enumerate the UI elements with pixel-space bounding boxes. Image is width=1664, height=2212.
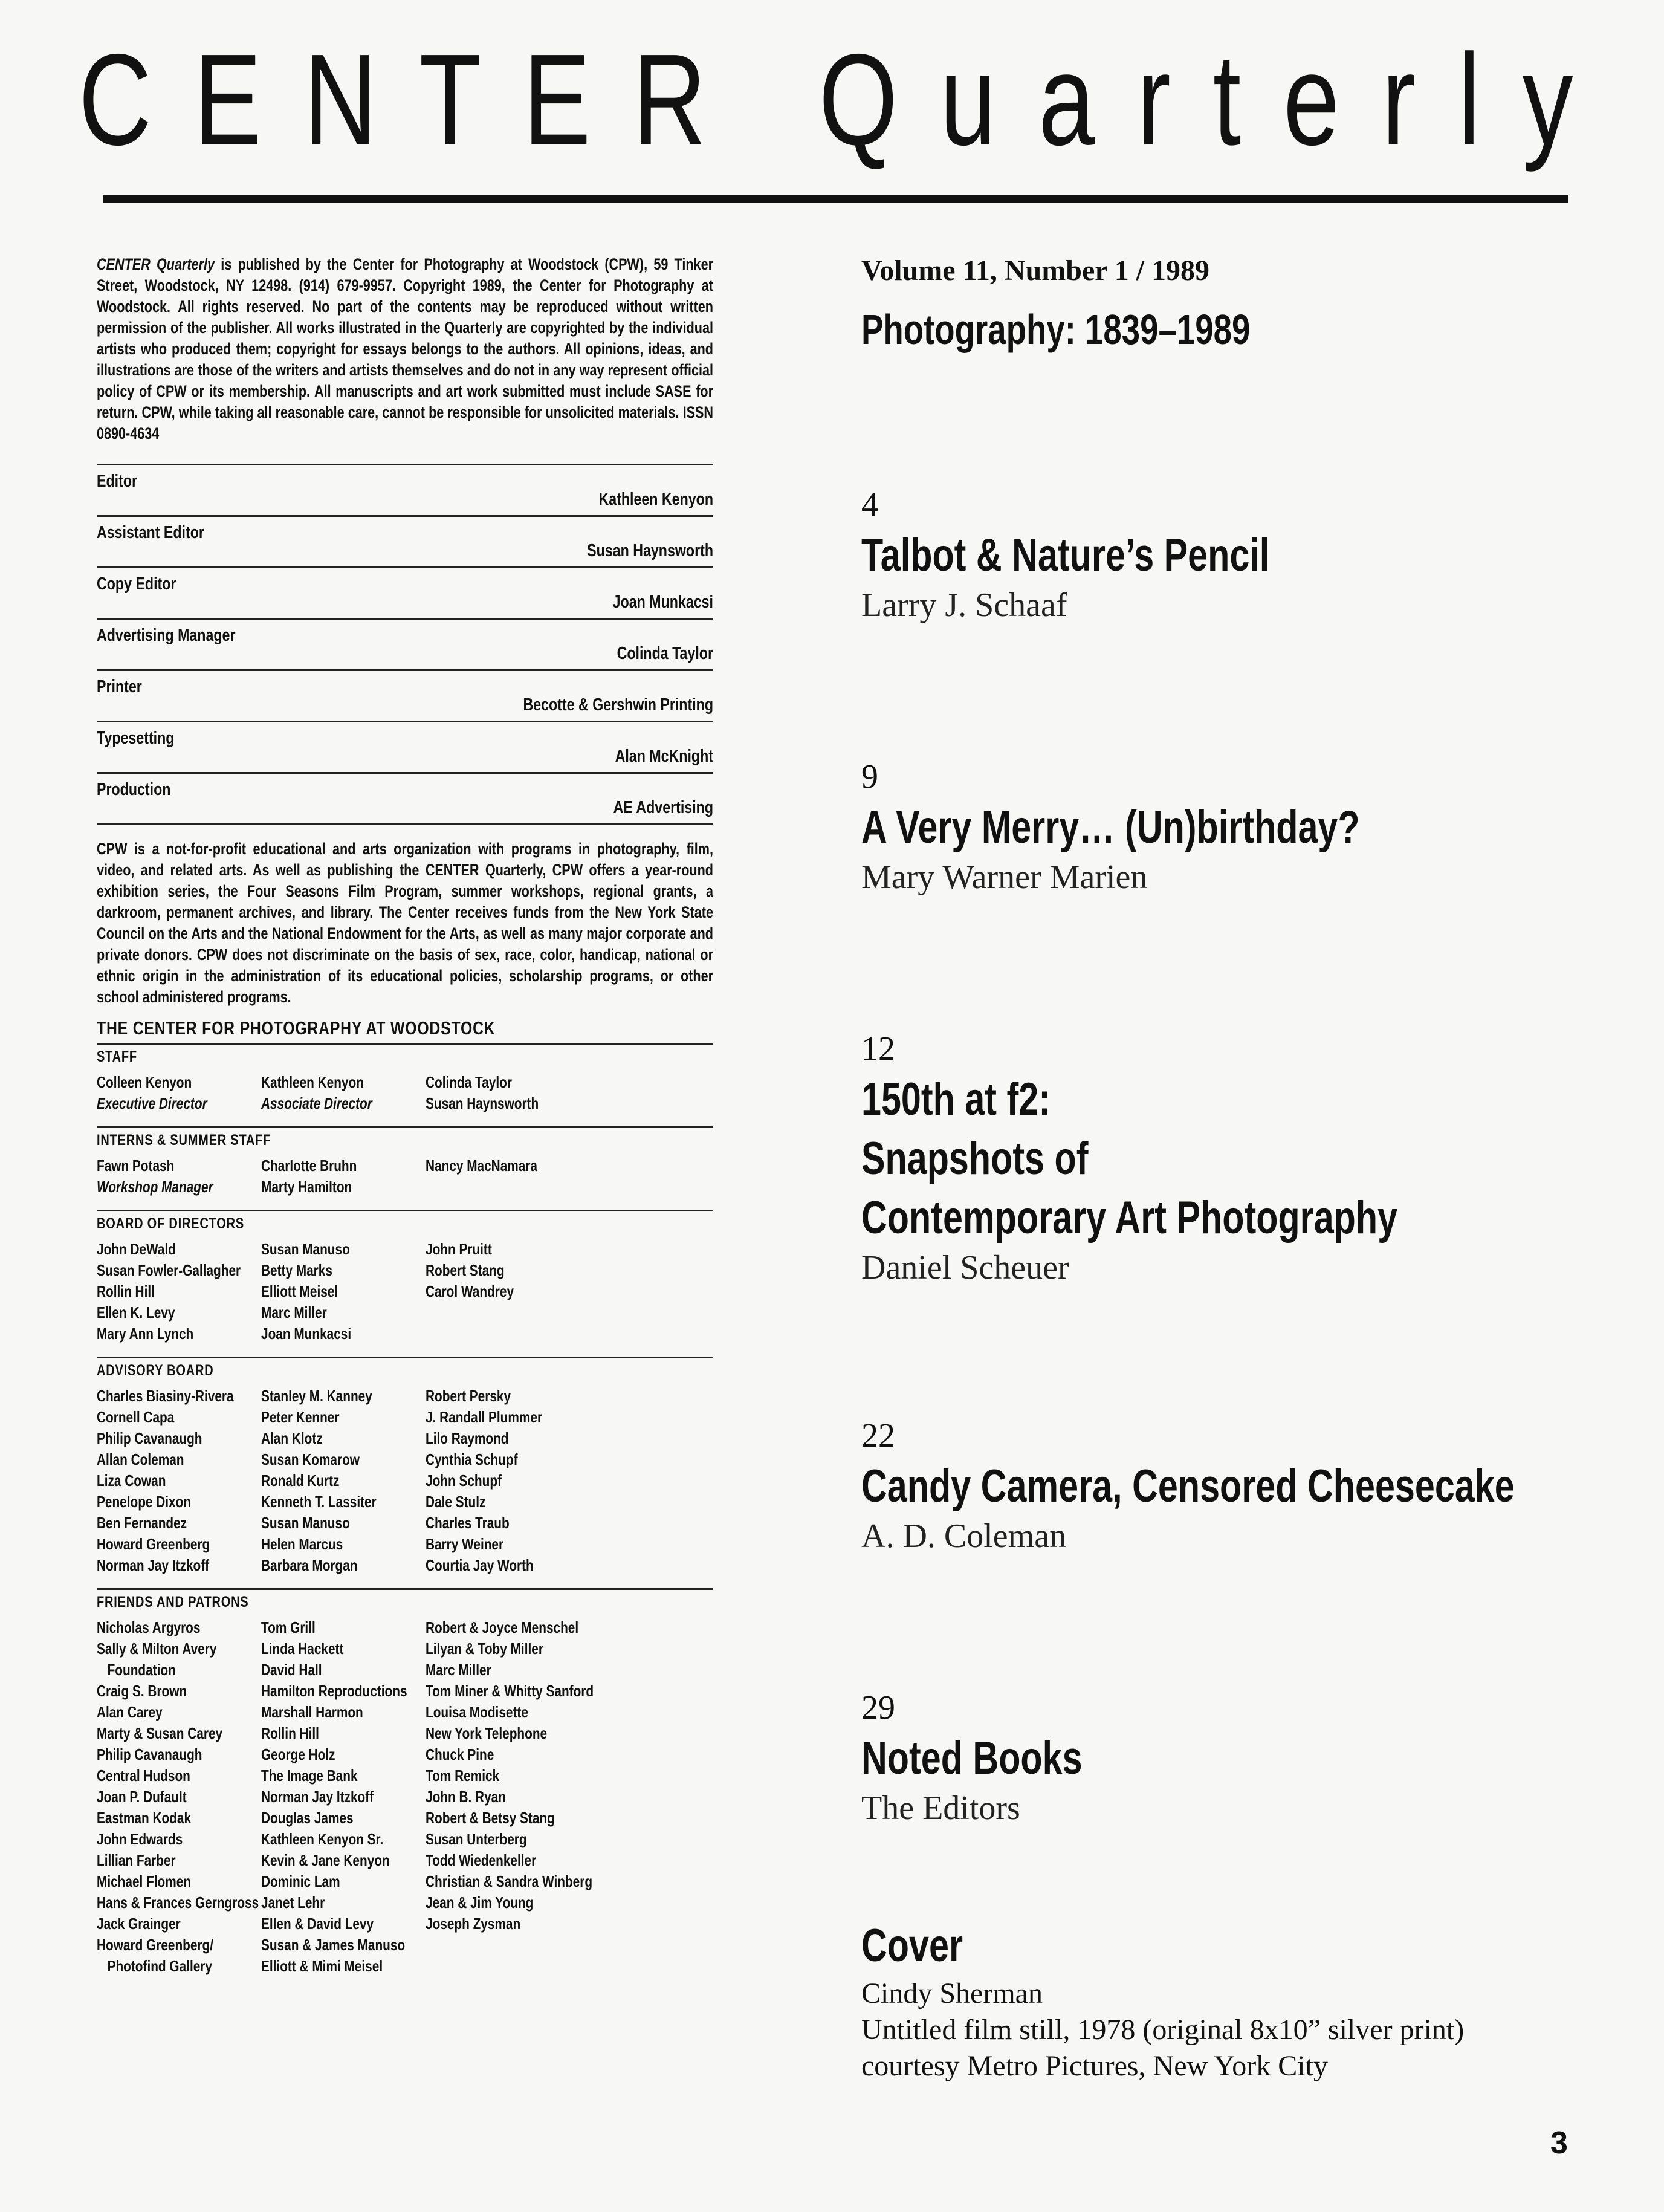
member-name: Mary Ann Lynch <box>97 1325 194 1343</box>
member-name: Rollin Hill <box>97 1282 155 1300</box>
member-name: Marty & Susan Carey <box>97 1724 223 1742</box>
member-name: Charlotte Bruhn <box>261 1156 357 1175</box>
staff-role-name: Joan Munkacsi <box>612 592 713 612</box>
member-name: Robert Persky <box>426 1387 511 1405</box>
member-name: Tom Remick <box>426 1766 500 1785</box>
member-name: Joan Munkacsi <box>261 1325 352 1343</box>
member-name: Jack Grainger <box>97 1915 181 1933</box>
contents-entry <box>861 756 1617 897</box>
member-name: Craig S. Brown <box>97 1682 187 1700</box>
member-name: Rollin Hill <box>261 1724 319 1742</box>
section-column <box>97 1617 261 1977</box>
contents-entry <box>861 1687 1617 1828</box>
member-name: Joseph Zysman <box>426 1915 521 1933</box>
entry-page-number: 29 <box>861 1689 895 1727</box>
masthead-letter: Q <box>818 27 898 172</box>
masthead-letter: t <box>1212 27 1242 172</box>
member-name: Tom Grill <box>261 1618 316 1636</box>
entry-title: A Very Merry… (Un)birthday? <box>861 802 1360 853</box>
section-column <box>426 1239 590 1344</box>
contents-entry <box>861 1415 1617 1556</box>
contents-entry <box>861 484 1617 625</box>
section-column <box>426 1072 590 1114</box>
member-name: Susan Haynsworth <box>426 1094 539 1112</box>
entry-author: A. D. Coleman <box>861 1517 1067 1555</box>
section-column <box>261 1617 426 1977</box>
masthead-rule <box>103 195 1568 203</box>
masthead-letter: R <box>633 27 707 172</box>
staff-role-name: Colinda Taylor <box>617 644 713 663</box>
member-name: Ben Fernandez <box>97 1514 187 1532</box>
publication-notice <box>97 254 713 444</box>
volume-line: Volume 11, Number 1 / 1989 <box>861 255 1210 287</box>
section-column <box>97 1239 261 1344</box>
member-name: Central Hudson <box>97 1766 190 1785</box>
entry-page-number: 12 <box>861 1030 895 1068</box>
member-name: Lilo Raymond <box>426 1429 509 1447</box>
cover-lines <box>861 1976 1617 2084</box>
masthead-letter: u <box>939 27 997 172</box>
section-heading: FRIENDS AND PATRONS <box>97 1594 249 1610</box>
section-column <box>426 1386 590 1576</box>
section-column <box>261 1072 426 1114</box>
section-column <box>426 1155 590 1198</box>
section-heading: ADVISORY BOARD <box>97 1362 214 1379</box>
staff-role-name: Kathleen Kenyon <box>598 490 713 509</box>
member-name: Hamilton Reproductions <box>261 1682 407 1700</box>
member-name: Elliott & Mimi Meisel <box>261 1957 383 1975</box>
member-name: Kathleen Kenyon Sr. <box>261 1830 384 1848</box>
member-name: Lillian Farber <box>97 1851 176 1869</box>
staff-role-name: Susan Haynsworth <box>587 541 713 560</box>
member-name: Colleen Kenyon <box>97 1073 192 1091</box>
member-name: Susan Fowler-Gallagher <box>97 1261 241 1279</box>
member-name: Joan P. Dufault <box>97 1788 187 1806</box>
staff-role-name: Alan McKnight <box>615 747 713 766</box>
member-name: Philip Cavanaugh <box>97 1745 202 1763</box>
masthead-letter: N <box>303 27 377 172</box>
member-name: Chuck Pine <box>426 1745 494 1763</box>
member-name: New York Telephone <box>426 1724 548 1742</box>
member-name: David Hall <box>261 1661 322 1679</box>
member-name: Fawn Potash <box>97 1156 175 1175</box>
staff-role-row <box>97 566 713 618</box>
member-name: Penelope Dixon <box>97 1493 192 1511</box>
masthead-letter: l <box>1457 27 1480 172</box>
staff-role-label: Copy Editor <box>97 574 176 594</box>
staff-role-label: Typesetting <box>97 728 175 748</box>
entry-page-number: 22 <box>861 1417 895 1455</box>
staff-roles-table <box>97 464 713 825</box>
member-name: Philip Cavanaugh <box>97 1429 202 1447</box>
member-name: Douglas James <box>261 1809 354 1827</box>
member-name: Allan Coleman <box>97 1450 184 1468</box>
member-name: Elliott Meisel <box>261 1282 338 1300</box>
member-name: Nicholas Argyros <box>97 1618 201 1636</box>
member-name: Foundation <box>107 1661 176 1679</box>
org-section <box>97 1043 713 1123</box>
masthead-letter: a <box>1038 27 1095 172</box>
masthead-letter: T <box>419 27 481 172</box>
member-name: Marshall Harmon <box>261 1703 363 1721</box>
org-section <box>97 1357 713 1584</box>
staff-role-name: Becotte & Gershwin Printing <box>523 695 713 715</box>
member-name: Carol Wandrey <box>426 1282 514 1300</box>
entry-title: Contemporary Art Photography <box>861 1192 1398 1244</box>
member-name: John B. Ryan <box>426 1788 506 1806</box>
member-name: Robert & Joyce Menschel <box>426 1618 579 1636</box>
member-name: Dale Stulz <box>426 1493 486 1511</box>
publication-name: CENTER Quarterly <box>97 255 215 273</box>
member-name: Robert & Betsy Stang <box>426 1809 555 1827</box>
entry-author: Larry J. Schaaf <box>861 586 1067 624</box>
member-name: Susan Manuso <box>261 1514 350 1532</box>
issue-header <box>861 254 1587 354</box>
member-name: Stanley M. Kanney <box>261 1387 372 1405</box>
member-name: Photofind Gallery <box>107 1957 212 1975</box>
section-column <box>261 1155 426 1198</box>
member-name: Susan Komarow <box>261 1450 360 1468</box>
organization-sections <box>97 1043 713 1985</box>
staff-role-row <box>97 721 713 772</box>
member-name: Barry Weiner <box>426 1535 504 1553</box>
contents-entry <box>861 1028 1617 1288</box>
member-name: Howard Greenberg/ <box>97 1936 214 1954</box>
cover-line: courtesy Metro Pictures, New York City <box>861 2050 1328 2082</box>
staff-role-row <box>97 464 713 515</box>
section-column <box>97 1155 261 1198</box>
issue-theme: Photography: 1839–1989 <box>861 306 1251 353</box>
member-name: Helen Marcus <box>261 1535 343 1553</box>
member-name: Marc Miller <box>426 1661 491 1679</box>
member-name: Ronald Kurtz <box>261 1471 340 1490</box>
entry-title: 150th at f2: <box>861 1074 1051 1125</box>
member-name: Courtia Jay Worth <box>426 1556 534 1574</box>
cover-credit <box>861 1916 1617 2084</box>
member-name: Marty Hamilton <box>261 1178 352 1196</box>
member-name: Linda Hackett <box>261 1640 344 1658</box>
member-name: Michael Flomen <box>97 1872 192 1890</box>
masthead-letter: r <box>1382 27 1416 172</box>
org-section <box>97 1126 713 1206</box>
left-column <box>97 254 713 1985</box>
member-name: Liza Cowan <box>97 1471 166 1490</box>
member-name: Dominic Lam <box>261 1872 340 1890</box>
member-name: Ellen & David Levy <box>261 1915 374 1933</box>
org-section <box>97 1588 713 1985</box>
cover-line: Untitled film still, 1978 (original 8x10” silver print) <box>861 2014 1465 2046</box>
member-name: Lilyan & Toby Miller <box>426 1640 543 1658</box>
masthead-letter: E <box>193 27 262 172</box>
member-name: Colinda Taylor <box>426 1073 512 1091</box>
member-name: Barbara Morgan <box>261 1556 358 1574</box>
organization-title: THE CENTER FOR PHOTOGRAPHY AT WOODSTOCK <box>97 1017 496 1039</box>
member-name: Norman Jay Itzkoff <box>261 1788 374 1806</box>
staff-role-name: AE Advertising <box>613 798 713 817</box>
member-name: Robert Stang <box>426 1261 505 1279</box>
member-name: Cornell Capa <box>97 1408 175 1426</box>
section-column <box>261 1239 426 1344</box>
section-column <box>261 1386 426 1576</box>
member-name: Kenneth T. Lassiter <box>261 1493 377 1511</box>
staff-role-row <box>97 618 713 669</box>
masthead-letter: C <box>79 27 152 172</box>
masthead-letter: E <box>523 27 591 172</box>
staff-role-row <box>97 772 713 825</box>
cover-heading: Cover <box>861 1920 963 1971</box>
masthead-title <box>79 24 1573 175</box>
member-name: Todd Wiedenkeller <box>426 1851 537 1869</box>
member-name: Susan & James Manuso <box>261 1936 406 1954</box>
entry-title: Noted Books <box>861 1733 1083 1784</box>
member-name: Kathleen Kenyon <box>261 1073 364 1091</box>
masthead-letter: e <box>1283 27 1340 172</box>
member-name: Jean & Jim Young <box>426 1893 534 1912</box>
member-name: Howard Greenberg <box>97 1535 210 1553</box>
section-heading: STAFF <box>97 1048 137 1065</box>
section-heading: INTERNS & SUMMER STAFF <box>97 1132 271 1149</box>
member-name: John DeWald <box>97 1240 176 1258</box>
member-name: George Holz <box>261 1745 335 1763</box>
section-column <box>426 1617 594 1977</box>
member-name: Eastman Kodak <box>97 1809 192 1827</box>
staff-role-label: Advertising Manager <box>97 626 236 645</box>
staff-role-label: Printer <box>97 677 142 696</box>
entry-page-number: 4 <box>861 486 878 524</box>
member-name: Susan Unterberg <box>426 1830 527 1848</box>
member-name: John Pruitt <box>426 1240 492 1258</box>
member-name: Alan Klotz <box>261 1429 323 1447</box>
member-name: John Edwards <box>97 1830 183 1848</box>
entry-title: Snapshots of <box>861 1133 1089 1184</box>
cover-line: Cindy Sherman <box>861 1977 1043 2009</box>
member-name: Louisa Modisette <box>426 1703 528 1721</box>
publication-notice-text: is published by the Center for Photography at Woodstock (CPW), 59 Tinker Street, Woodstock, NY 12498. (914) 679-9957. Copyright 1989, the Center for Photography at Woodstock. All rights reserved. No part of the contents may be reproduced without written permission of the publisher. All works illustrated in the Quarterly are copyrighted by the individual artists who produced them; copyright for essays belongs to the authors. All opinions, ideas, and illustrations are those of the writers and artists themselves and do not in any way represent official policy of CPW or its membership. All manuscripts and art work submitted must include SASE for return. CPW, while taking all reasonable care, cannot be responsible for unsolicited materials. ISSN 0890-4634 <box>97 255 713 443</box>
member-name: Charles Traub <box>426 1514 510 1532</box>
masthead-letter: r <box>1137 27 1171 172</box>
member-name: Alan Carey <box>97 1703 163 1721</box>
member-name: Tom Miner & Whitty Sanford <box>426 1682 594 1700</box>
member-name: The Image Bank <box>261 1766 358 1785</box>
entry-page-number: 9 <box>861 758 878 796</box>
organization-description: CPW is a not-for-profit educational and arts organization with programs in photography, film, video, and related arts. As well as publishing the CENTER Quarterly, CPW offers a year-round exhibition series, the Four Seasons Film Program, summer workshops, regional grants, a darkroom, permanent archives, and library. The Center receives funds from the New York State Council on the Arts and the National Endowment for the Arts, as well as many major corporate and private donors. CPW does not discriminate on the basis of sex, race, color, handicap, national or ethnic origin in the administration of its educational policies, scholarship programs, or other school administered programs. <box>97 840 713 1006</box>
entry-author: Daniel Scheuer <box>861 1249 1069 1286</box>
member-name: Marc Miller <box>261 1303 327 1322</box>
member-name: J. Randall Plummer <box>426 1408 543 1426</box>
entry-title: Talbot & Nature’s Pencil <box>861 530 1270 581</box>
staff-role-label: Editor <box>97 472 138 491</box>
staff-role-label: Assistant Editor <box>97 523 204 542</box>
member-name: Janet Lehr <box>261 1893 325 1912</box>
staff-role-row <box>97 515 713 566</box>
member-name: Associate Director <box>261 1094 372 1112</box>
member-name: Peter Kenner <box>261 1408 340 1426</box>
entry-author: Mary Warner Marien <box>861 858 1148 896</box>
entry-author: The Editors <box>861 1789 1020 1827</box>
section-heading: BOARD OF DIRECTORS <box>97 1215 245 1232</box>
member-name: Christian & Sandra Winberg <box>426 1872 593 1890</box>
member-name: Susan Manuso <box>261 1240 350 1258</box>
staff-role-label: Production <box>97 780 171 799</box>
member-name: Charles Biasiny-Rivera <box>97 1387 234 1405</box>
member-name: Kevin & Jane Kenyon <box>261 1851 390 1869</box>
member-name: Norman Jay Itzkoff <box>97 1556 210 1574</box>
section-column <box>97 1072 261 1114</box>
entry-title: Candy Camera, Censored Cheesecake <box>861 1461 1515 1512</box>
member-name: Betty Marks <box>261 1261 332 1279</box>
page-number: 3 <box>1550 2126 1568 2161</box>
masthead-letter: y <box>1522 27 1573 172</box>
member-name: Nancy MacNamara <box>426 1156 537 1175</box>
member-name: Workshop Manager <box>97 1178 213 1196</box>
member-name: John Schupf <box>426 1471 502 1490</box>
org-section <box>97 1210 713 1353</box>
member-name: Ellen K. Levy <box>97 1303 175 1322</box>
member-name: Hans & Frances Gerngross <box>97 1893 259 1912</box>
member-name: Sally & Milton Avery <box>97 1640 217 1658</box>
staff-role-row <box>97 669 713 721</box>
member-name: Executive Director <box>97 1094 207 1112</box>
section-column <box>97 1386 261 1576</box>
member-name: Cynthia Schupf <box>426 1450 518 1468</box>
